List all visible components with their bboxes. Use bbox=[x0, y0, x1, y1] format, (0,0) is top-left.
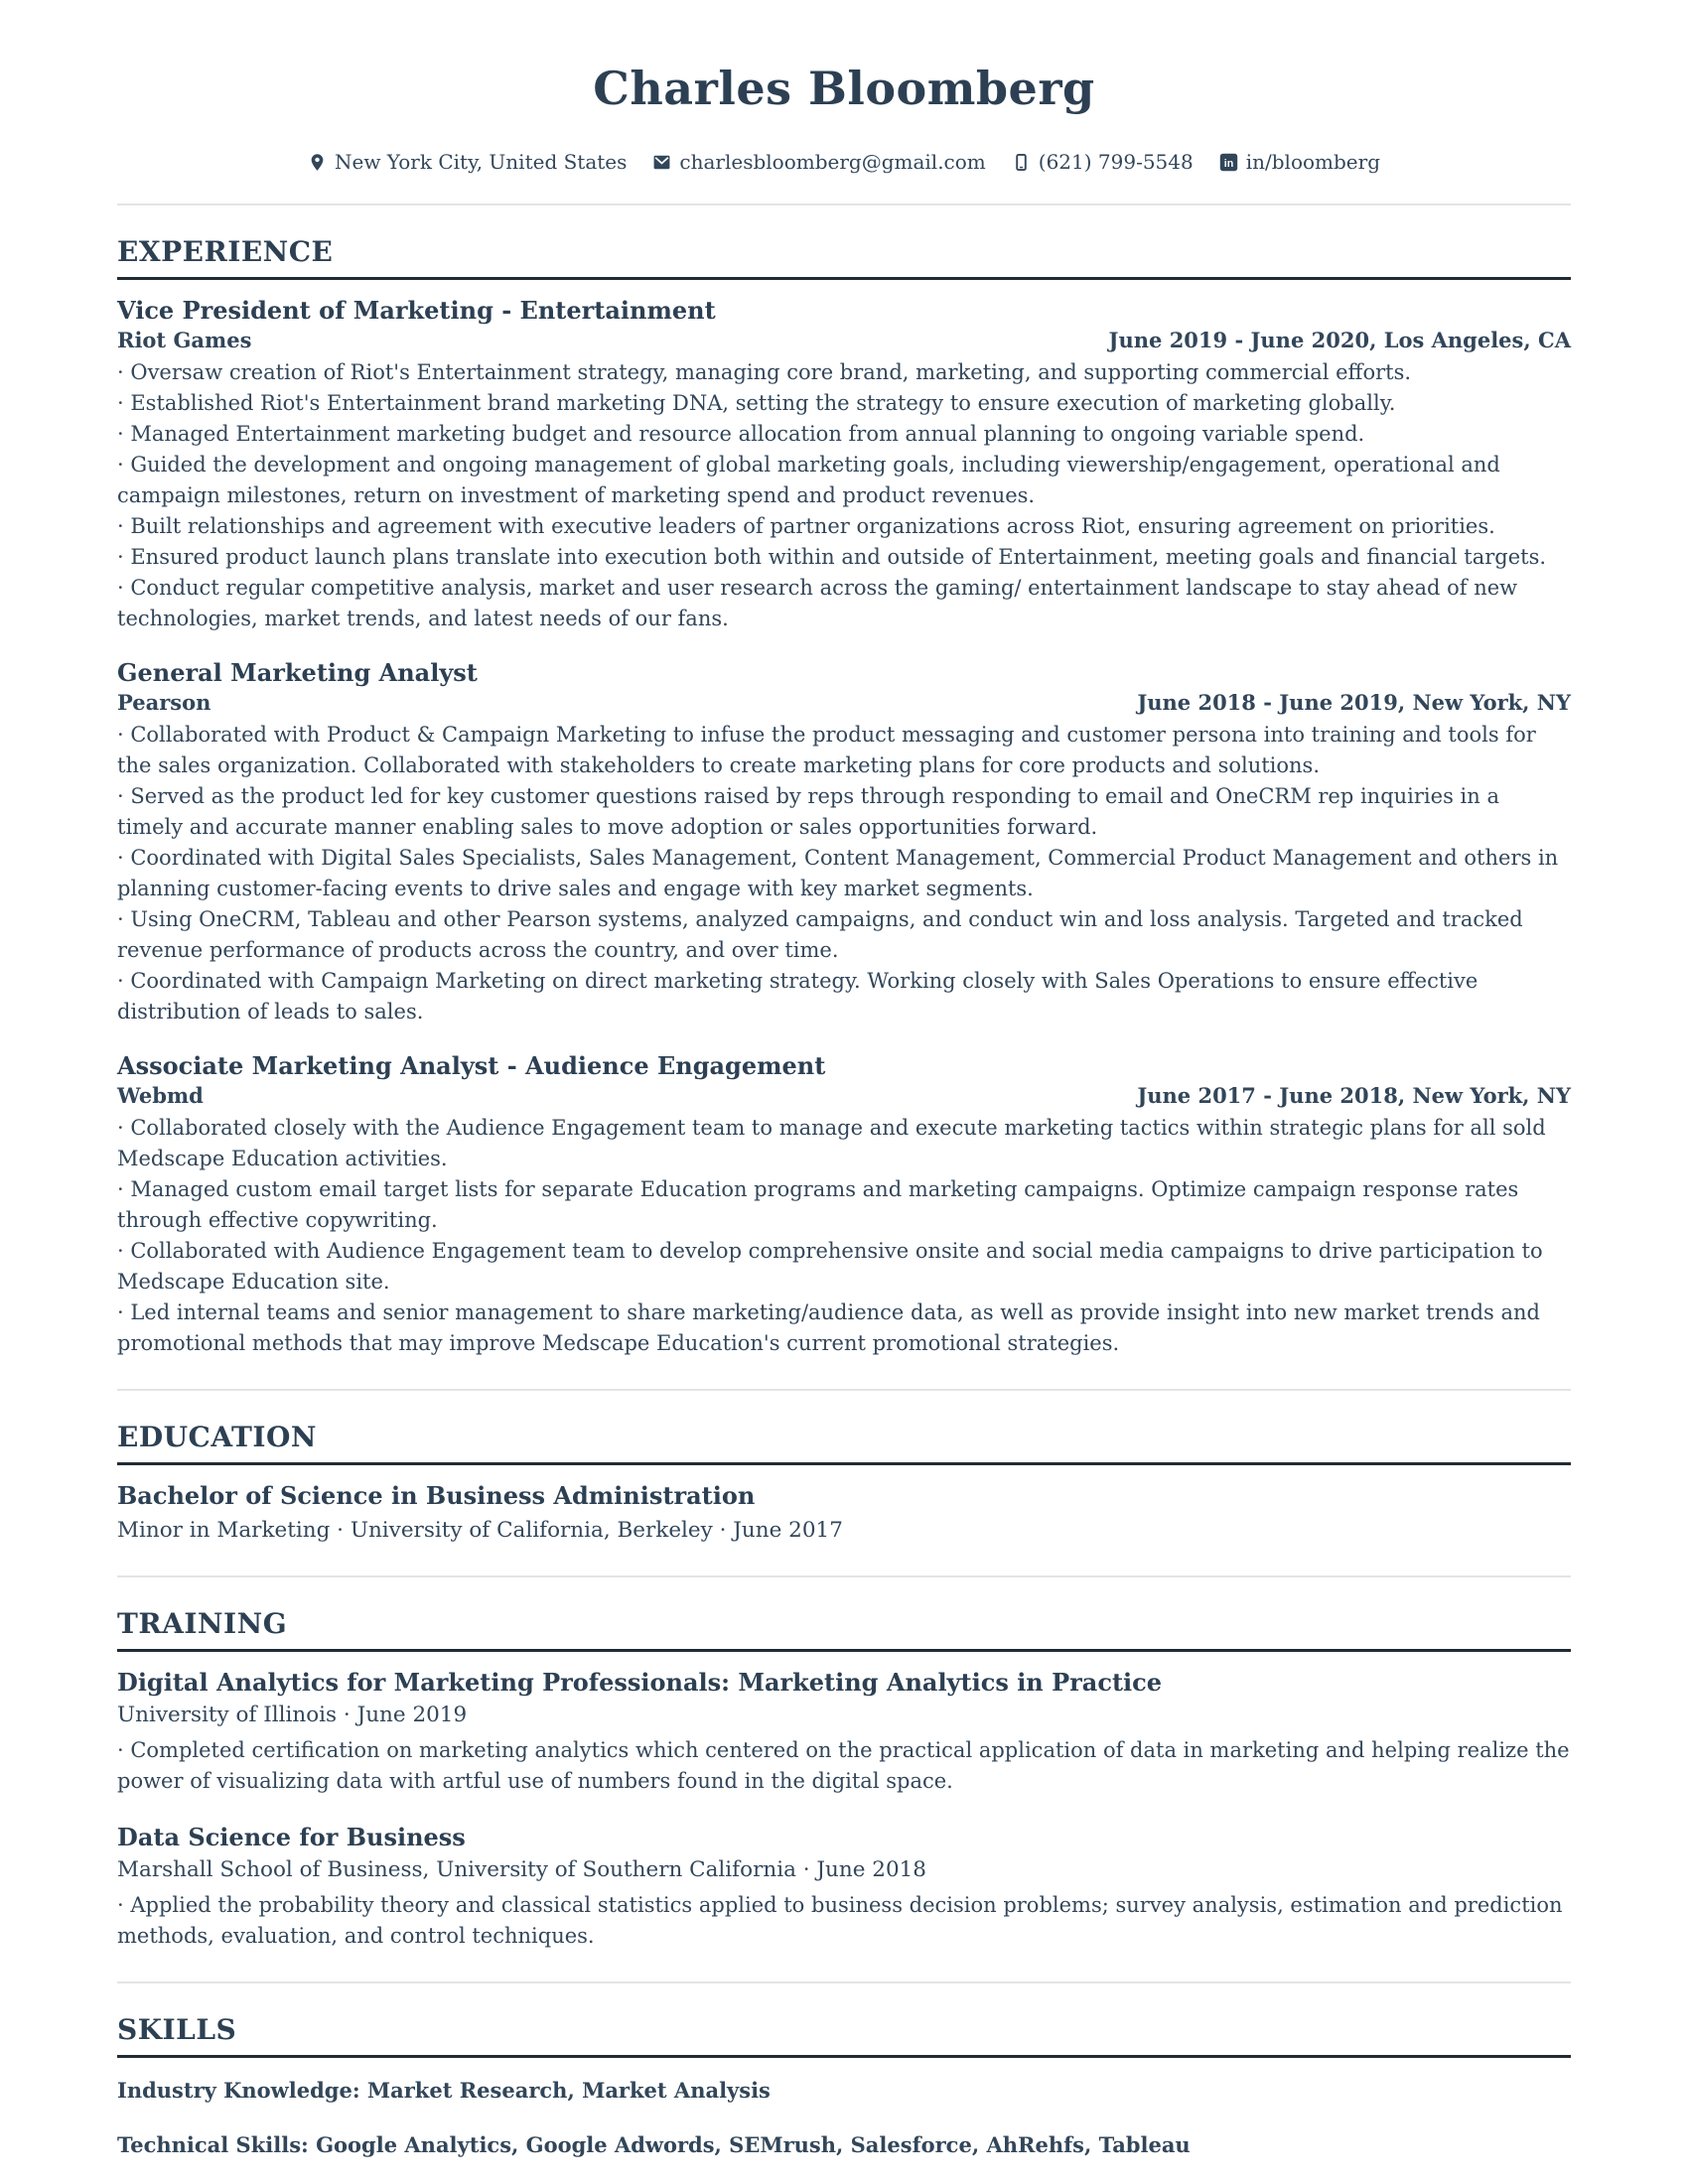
linkedin-icon bbox=[1219, 153, 1238, 172]
contact-location-text: New York City, United States bbox=[334, 150, 628, 175]
section-skills bbox=[117, 2013, 1571, 2160]
bullet: · Managed custom email target lists for separate Education programs and marketing campaigns. Optimize campaign response rates through effective copywriting. bbox=[117, 1177, 1519, 1233]
course-data-science bbox=[117, 1823, 1571, 1952]
job-title: Associate Marketing Analyst - Audience Engagement bbox=[117, 1051, 826, 1081]
bullet: · Coordinated with Digital Sales Specialists, Sales Management, Content Management, Commercial Product Management and others in planning customer-facing events to drive sales and engage with key market segments. bbox=[117, 846, 1559, 901]
job-company: Pearson bbox=[117, 690, 211, 716]
bullet: · Ensured product launch plans translate into execution both within and outside of Entertainment, meeting goals and financial targets. bbox=[117, 545, 1547, 570]
job-meta bbox=[117, 1083, 1571, 1108]
course-title: Data Science for Business bbox=[117, 1823, 466, 1852]
resume-header bbox=[117, 0, 1571, 174]
skill-label: Technical Skills: bbox=[117, 2132, 309, 2158]
bullet: · Collaborated closely with the Audience Engagement team to manage and execute marketing tactics within strategic plans for all sold Medscape Education activities. bbox=[117, 1116, 1546, 1171]
section-divider bbox=[117, 1981, 1571, 1983]
bullet: · Using OneCRM, Tableau and other Pearson systems, analyzed campaigns, and conduct win and loss analysis. Targeted and tracked revenue performance of products across the country, and over time. bbox=[117, 907, 1523, 963]
contact-phone bbox=[1012, 150, 1194, 174]
envelope-icon bbox=[652, 153, 671, 172]
bullet: · Led internal teams and senior management to share marketing/audience data, as well as provide insight into new market trends and promotional methods that may improve Medscape Education's current promotional strategies. bbox=[117, 1300, 1540, 1356]
section-divider bbox=[117, 1389, 1571, 1391]
job-riot-games bbox=[117, 296, 1571, 634]
job-dates: June 2017 - June 2018, New York, NY bbox=[1137, 1083, 1571, 1109]
course-details: University of Illinois · June 2019 bbox=[117, 1703, 468, 1728]
section-experience bbox=[117, 235, 1571, 1359]
skills-technical bbox=[117, 2130, 1571, 2160]
job-dates: June 2018 - June 2019, New York, NY bbox=[1137, 690, 1571, 716]
contact-phone-text: (621) 799-5548 bbox=[1038, 150, 1194, 175]
education-heading: EDUCATION bbox=[117, 1421, 1571, 1465]
contact-email-text: charlesbloomberg@gmail.com bbox=[679, 150, 986, 175]
job-title: Vice President of Marketing - Entertainment bbox=[117, 296, 716, 326]
job-bullets bbox=[117, 1113, 1571, 1359]
course-bullets bbox=[117, 1735, 1571, 1797]
mobile-phone-icon bbox=[1012, 153, 1031, 172]
header-divider bbox=[117, 204, 1571, 205]
bullet: · Collaborated with Audience Engagement team to develop comprehensive onsite and social media campaigns to drive participation to Medscape Education site. bbox=[117, 1239, 1543, 1295]
job-meta bbox=[117, 690, 1571, 715]
job-company: Riot Games bbox=[117, 328, 252, 353]
course-digital-analytics bbox=[117, 1668, 1571, 1797]
course-bullets bbox=[117, 1890, 1571, 1952]
map-pin-icon bbox=[308, 153, 327, 172]
bullet: · Guided the development and ongoing management of global marketing goals, including viewership/engagement, operational and campaign milestones, return on investment of marketing spend and product revenues. bbox=[117, 453, 1500, 508]
job-meta bbox=[117, 328, 1571, 352]
bullet: · Managed Entertainment marketing budget and resource allocation from annual planning to ongoing variable spend. bbox=[117, 422, 1365, 447]
contact-linkedin bbox=[1219, 150, 1380, 174]
contact-location bbox=[308, 150, 627, 174]
skill-value: Google Analytics, Google Adwords, SEMrush, Salesforce, AhRehfs, Tableau bbox=[316, 2132, 1191, 2158]
job-title: General Marketing Analyst bbox=[117, 658, 478, 688]
course-details: Marshall School of Business, University of Southern California · June 2018 bbox=[117, 1857, 926, 1883]
bullet: · Built relationships and agreement with executive leaders of partner organizations across Riot, ensuring agreement on priorities. bbox=[117, 514, 1495, 539]
bullet: · Oversaw creation of Riot's Entertainment strategy, managing core brand, marketing, and supporting commercial efforts. bbox=[117, 360, 1412, 385]
job-webmd bbox=[117, 1051, 1571, 1359]
contact-linkedin-text: in/bloomberg bbox=[1245, 150, 1380, 175]
bullet: · Completed certification on marketing analytics which centered on the practical application of data in marketing and helping realize the power of visualizing data with artful use of numbers found in the digital space. bbox=[117, 1738, 1570, 1794]
course-title: Digital Analytics for Marketing Professionals: Marketing Analytics in Practice bbox=[117, 1668, 1163, 1698]
job-company: Webmd bbox=[117, 1083, 204, 1109]
job-dates: June 2019 - June 2020, Los Angeles, CA bbox=[1108, 328, 1571, 353]
experience-heading: EXPERIENCE bbox=[117, 235, 1571, 280]
bullet: · Conduct regular competitive analysis, market and user research across the gaming/ entertainment landscape to stay ahead of new technologies, market trends, and latest needs of our fans. bbox=[117, 576, 1518, 631]
person-name: Charles Bloomberg bbox=[593, 62, 1095, 115]
education-details: Minor in Marketing · University of California, Berkeley · June 2017 bbox=[117, 1518, 843, 1544]
section-education bbox=[117, 1421, 1571, 1546]
skill-value: Market Research, Market Analysis bbox=[366, 2078, 771, 2104]
skill-label: Industry Knowledge: bbox=[117, 2078, 360, 2104]
skills-industry-knowledge bbox=[117, 2076, 1571, 2106]
skills-heading: SKILLS bbox=[117, 2013, 1571, 2058]
bullet: · Established Riot's Entertainment brand marketing DNA, setting the strategy to ensure execution of marketing globally. bbox=[117, 391, 1396, 416]
contact-row bbox=[117, 150, 1571, 174]
bullet: · Collaborated with Product & Campaign Marketing to infuse the product messaging and customer persona into training and tools for the sales organization. Collaborated with stakeholders to create marketing plans for core products and solutions. bbox=[117, 723, 1536, 778]
section-divider bbox=[117, 1575, 1571, 1577]
section-training bbox=[117, 1607, 1571, 1952]
bullet: · Applied the probability theory and classical statistics applied to business decision problems; survey analysis, estimation and prediction methods, evaluation, and control techniques. bbox=[117, 1893, 1563, 1949]
education-degree: Bachelor of Science in Business Administration bbox=[117, 1481, 756, 1511]
job-pearson bbox=[117, 658, 1571, 1027]
contact-email bbox=[652, 150, 985, 174]
job-bullets bbox=[117, 357, 1571, 634]
job-bullets bbox=[117, 720, 1571, 1027]
training-heading: TRAINING bbox=[117, 1607, 1571, 1652]
bullet: · Served as the product led for key customer questions raised by reps through responding to email and OneCRM rep inquiries in a timely and accurate manner enabling sales to move adoption or sales opportunities forward. bbox=[117, 784, 1499, 840]
bullet: · Coordinated with Campaign Marketing on direct marketing strategy. Working closely with Sales Operations to ensure effective distribution of leads to sales. bbox=[117, 969, 1478, 1024]
svg-text:in: in bbox=[1223, 157, 1233, 170]
